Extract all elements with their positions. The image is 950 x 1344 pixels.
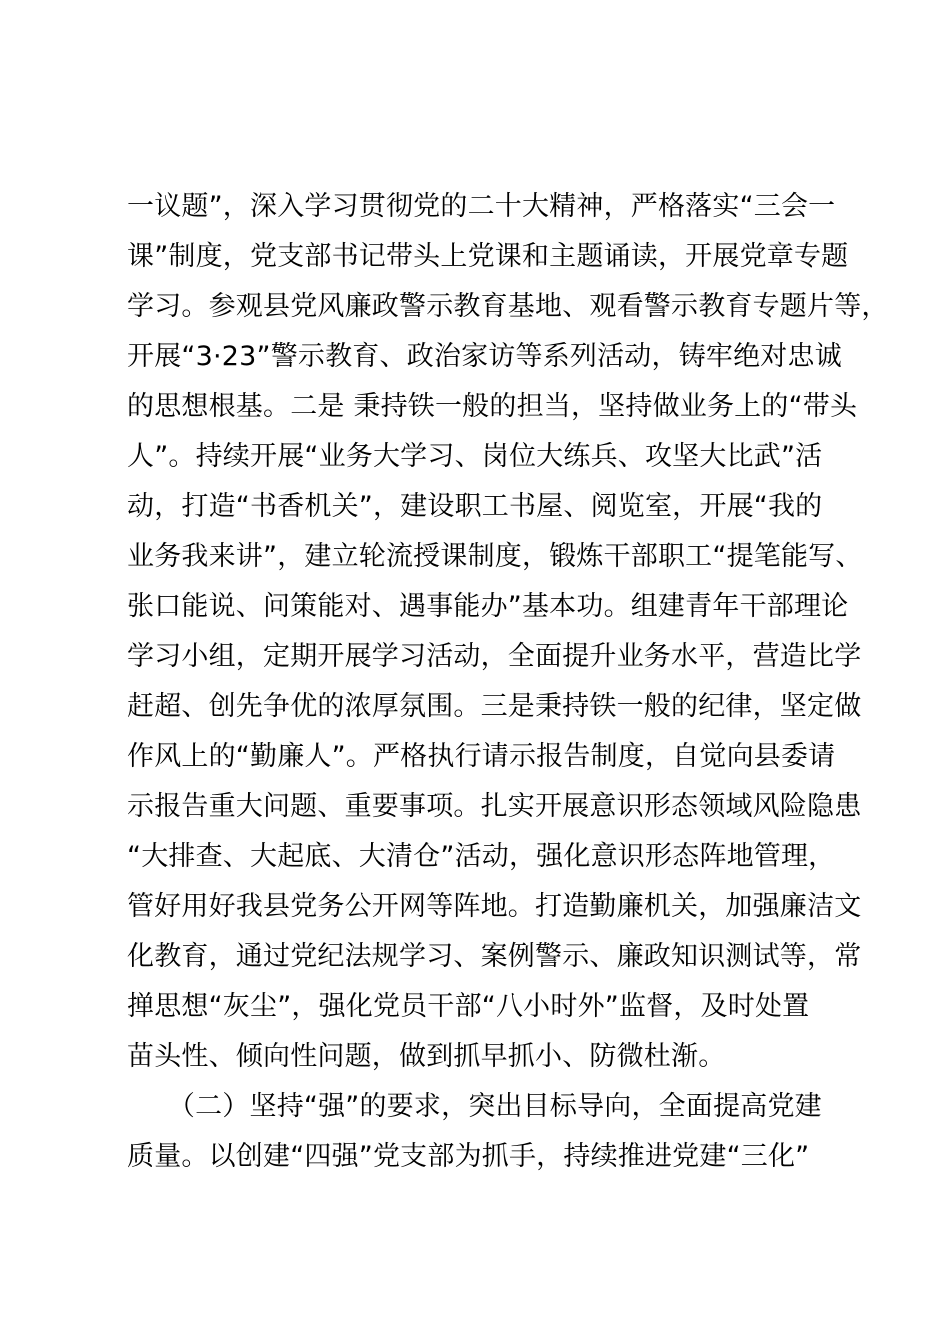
body-text (127, 182, 889, 1182)
text-line: 人”。持续开展“业务大学习、岗位大练兵、攻坚大比武”活 (127, 441, 823, 472)
text-line: （二）坚持“强”的要求，突出目标导向，全面提高党建 (127, 1091, 822, 1122)
text-line: 作风上的“勤廉人”。严格执行请示报告制度，自觉向县委请 (127, 741, 836, 772)
text-line: 开展“3·23”警示教育、政治家访等系列活动，铸牢绝对忠诚 (127, 341, 842, 372)
text-line: 质量。以创建“四强”党支部为抓手，持续推进党建“三化” (127, 1141, 810, 1172)
text-line: 张口能说、问策能对、遇事能办”基本功。组建青年干部理论 (127, 591, 849, 622)
text-line: 课”制度，党支部书记带头上党课和主题诵读，开展党章专题 (127, 241, 849, 272)
text-line: 的思想根基。二是 秉持铁一般的担当，坚持做业务上的“带头 (127, 391, 858, 422)
text-line: 掸思想“灰尘”，强化党员干部“八小时外”监督，及时处置 (127, 991, 810, 1022)
text-line: 管好用好我县党务公开网等阵地。打造勤廉机关，加强廉洁文 (127, 891, 862, 922)
text-line: 学习。参观县党风廉政警示教育基地、观看警示教育专题片等， (127, 291, 889, 322)
text-line: “大排查、大起底、大清仓”活动，强化意识形态阵地管理， (127, 841, 836, 872)
text-line: 苗头性、倾向性问题，做到抓早抓小、防微杜渐。 (127, 1041, 726, 1072)
text-line: 业务我来讲”，建立轮流授课制度，锻炼干部职工“提笔能写、 (127, 541, 863, 572)
text-line: 一议题”，深入学习贯彻党的二十大精神，严格落实“三会一 (127, 191, 836, 222)
text-line: 赶超、创先争优的浓厚氛围。三是秉持铁一般的纪律，坚定做 (127, 691, 862, 722)
text-line: 示报告重大问题、重要事项。扎实开展意识形态领域风险隐患 (127, 791, 862, 822)
text-line: 化教育，通过党纪法规学习、案例警示、廉政知识测试等，常 (127, 941, 862, 972)
text-line: 动，打造“书香机关”，建设职工书屋、阅览室，开展“我的 (127, 491, 823, 522)
text-line: 学习小组，定期开展学习活动，全面提升业务水平，营造比学 (127, 641, 862, 672)
